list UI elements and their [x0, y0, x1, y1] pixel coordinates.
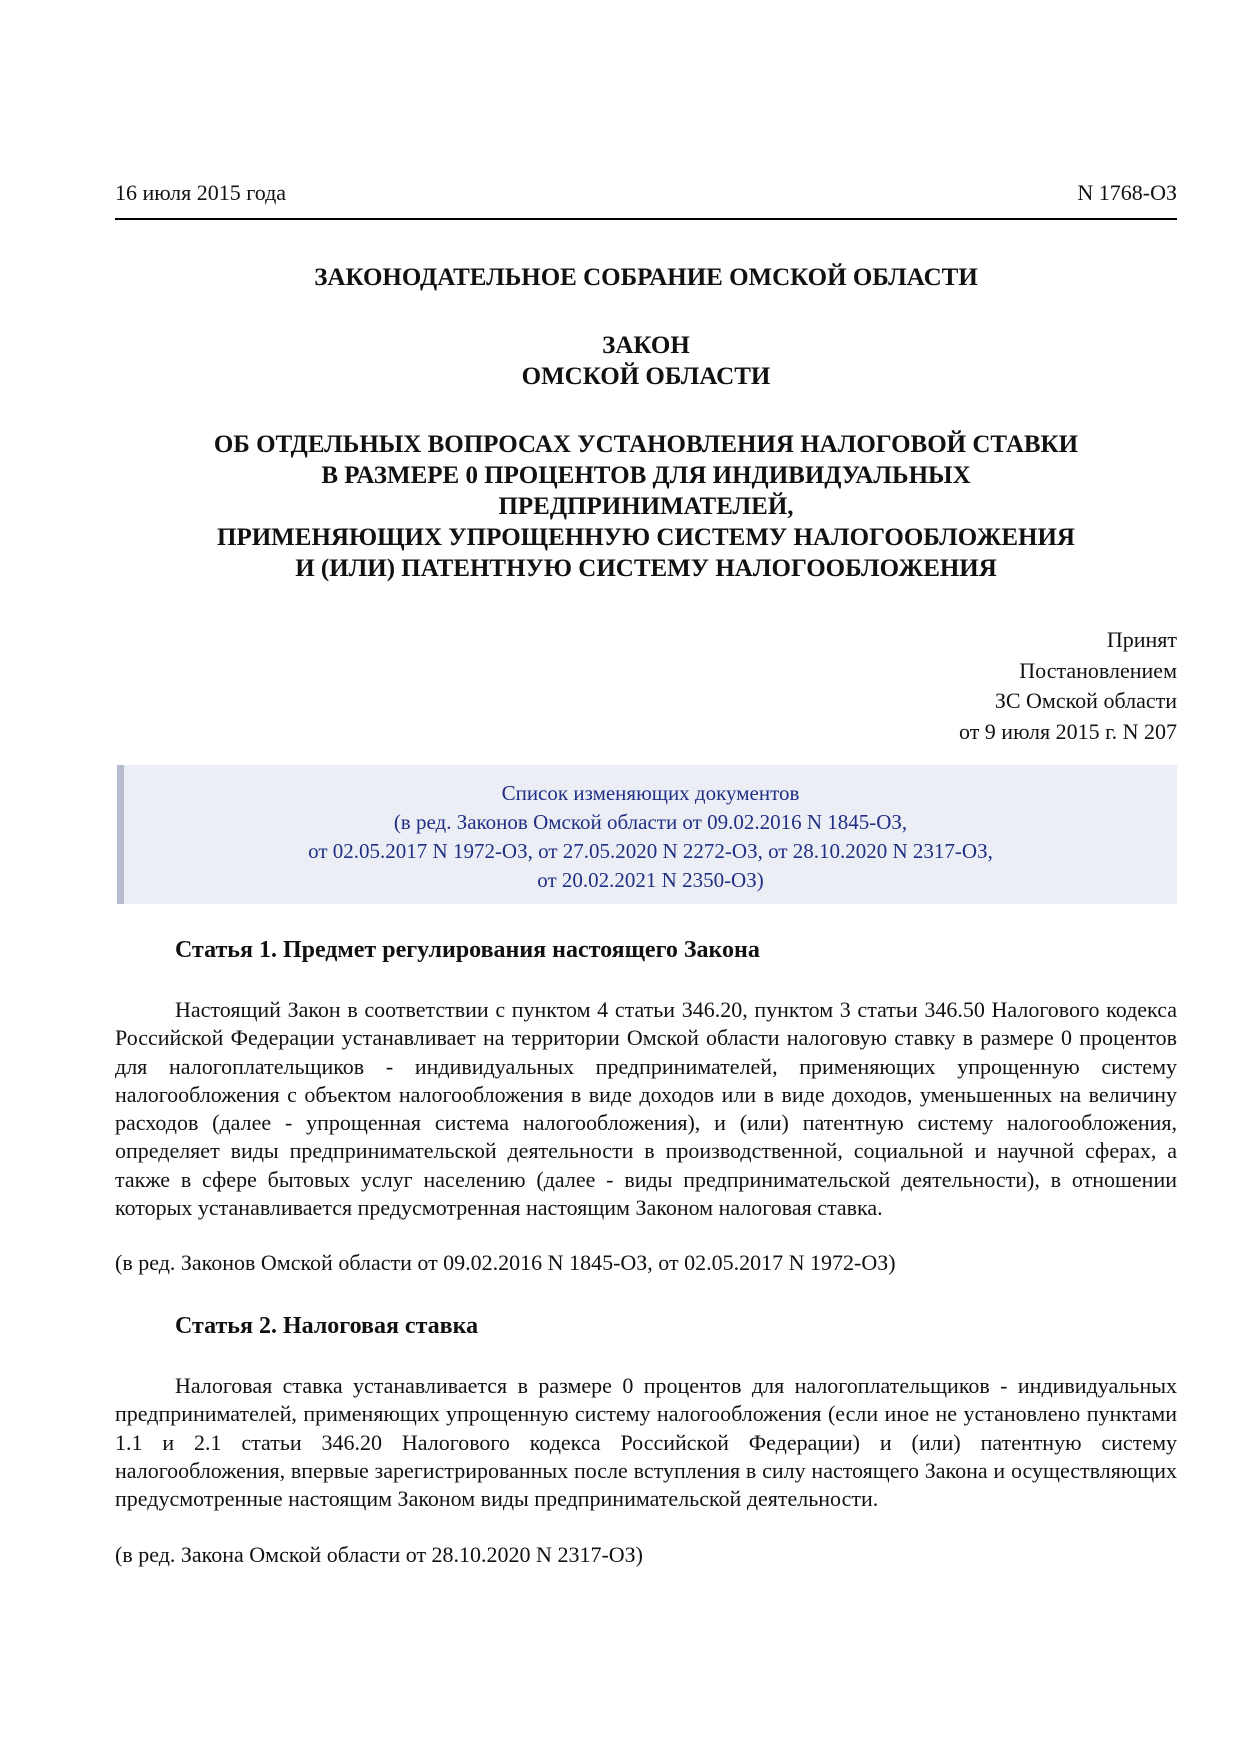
adoption-line: Постановлением: [1019, 657, 1177, 683]
amending-documents-box: [117, 765, 1177, 904]
amending-documents-list: [124, 779, 1177, 895]
law-number: N 1768-ОЗ: [1077, 180, 1177, 205]
amending-documents-line: от 02.05.2017 N 1972-ОЗ, от 27.05.2020 N 2272-ОЗ, от 28.10.2020 N 2317-ОЗ,: [308, 839, 993, 863]
law-title-line: В РАЗМЕРЕ 0 ПРОЦЕНТОВ ДЛЯ ИНДИВИДУАЛЬНЫХ: [321, 462, 971, 489]
article-2-text: Налоговая ставка устанавливается в размере 0 процентов для налогоплательщиков - индивидуальных предпринимателей, применяющих упрощенную систему налогообложения (если иное не установлено пунктами 1.1 и 2.1 статьи 346.20 Налогового кодекса Российской Федерации) и (или) патентную систему налогообложения, впервые зарегистрированных после вступления в силу настоящего Закона и осуществляющих предусмотренные настоящим Законом виды предпринимательской деятельности.: [115, 1373, 1177, 1512]
adoption-line: Принят: [1106, 627, 1177, 652]
law-label-line: ОМСКОЙ ОБЛАСТИ: [521, 363, 771, 390]
amending-documents-line: Список изменяющих документов: [501, 781, 800, 805]
law-label: [115, 330, 1177, 392]
article-2-amendment-note: (в ред. Закона Омской области от 28.10.2020 N 2317-ОЗ): [115, 1542, 644, 1567]
article-1-text: Настоящий Закон в соответствии с пунктом 4 статьи 346.20, пунктом 3 статьи 346.50 Налогового кодекса Российской Федерации устанавливает на территории Омской области налоговую ставку в размере 0 процентов для налогоплательщиков - индивидуальных предпринимателей, применяющих упрощенную систему налогообложения с объектом налогообложения в виде доходов или в виде доходов, уменьшенных на величину расходов (далее - упрощенная система налогообложения), и (или) патентную систему налогообложения, определяет виды предпринимательской деятельности в производственной, социальной и научной сферах, а также в сфере бытовых услуг населению (далее - виды предпринимательской деятельности), в отношении которых устанавливается предусмотренная настоящим Законом налоговая ставка.: [115, 997, 1177, 1221]
adoption-line: ЗС Омской области: [994, 688, 1177, 713]
amending-documents-line: от 20.02.2021 N 2350-ОЗ): [537, 868, 764, 892]
law-title-line: ОБ ОТДЕЛЬНЫХ ВОПРОСАХ УСТАНОВЛЕНИЯ НАЛОГОВОЙ СТАВКИ: [213, 431, 1079, 458]
law-title-line: ПРИМЕНЯЮЩИХ УПРОЩЕННУЮ СИСТЕМУ НАЛОГООБЛОЖЕНИЯ: [217, 524, 1075, 551]
document-header: [115, 178, 1177, 220]
article-2-title: Статья 2. Налоговая ставка: [175, 1313, 479, 1339]
adoption-block: [959, 625, 1177, 747]
law-date: 16 июля 2015 года: [115, 180, 287, 205]
law-title-line: ПРЕДПРИНИМАТЕЛЕЙ,: [498, 493, 794, 520]
article-1-title: Статья 1. Предмет регулирования настоящего Закона: [175, 937, 760, 963]
assembly-name: ЗАКОНОДАТЕЛЬНОЕ СОБРАНИЕ ОМСКОЙ ОБЛАСТИ: [314, 264, 978, 291]
law-title: [115, 429, 1177, 584]
adoption-line: от 9 июля 2015 г. N 207: [958, 718, 1177, 744]
law-label-line: ЗАКОН: [602, 332, 690, 359]
amending-documents-line: (в ред. Законов Омской области от 09.02.2016 N 1845-ОЗ,: [393, 810, 908, 834]
law-title-line: И (ИЛИ) ПАТЕНТНУЮ СИСТЕМУ НАЛОГООБЛОЖЕНИЯ: [295, 555, 997, 582]
article-1-amendment-note: (в ред. Законов Омской области от 09.02.2016 N 1845-ОЗ, от 02.05.2017 N 1972-ОЗ): [115, 1250, 896, 1275]
